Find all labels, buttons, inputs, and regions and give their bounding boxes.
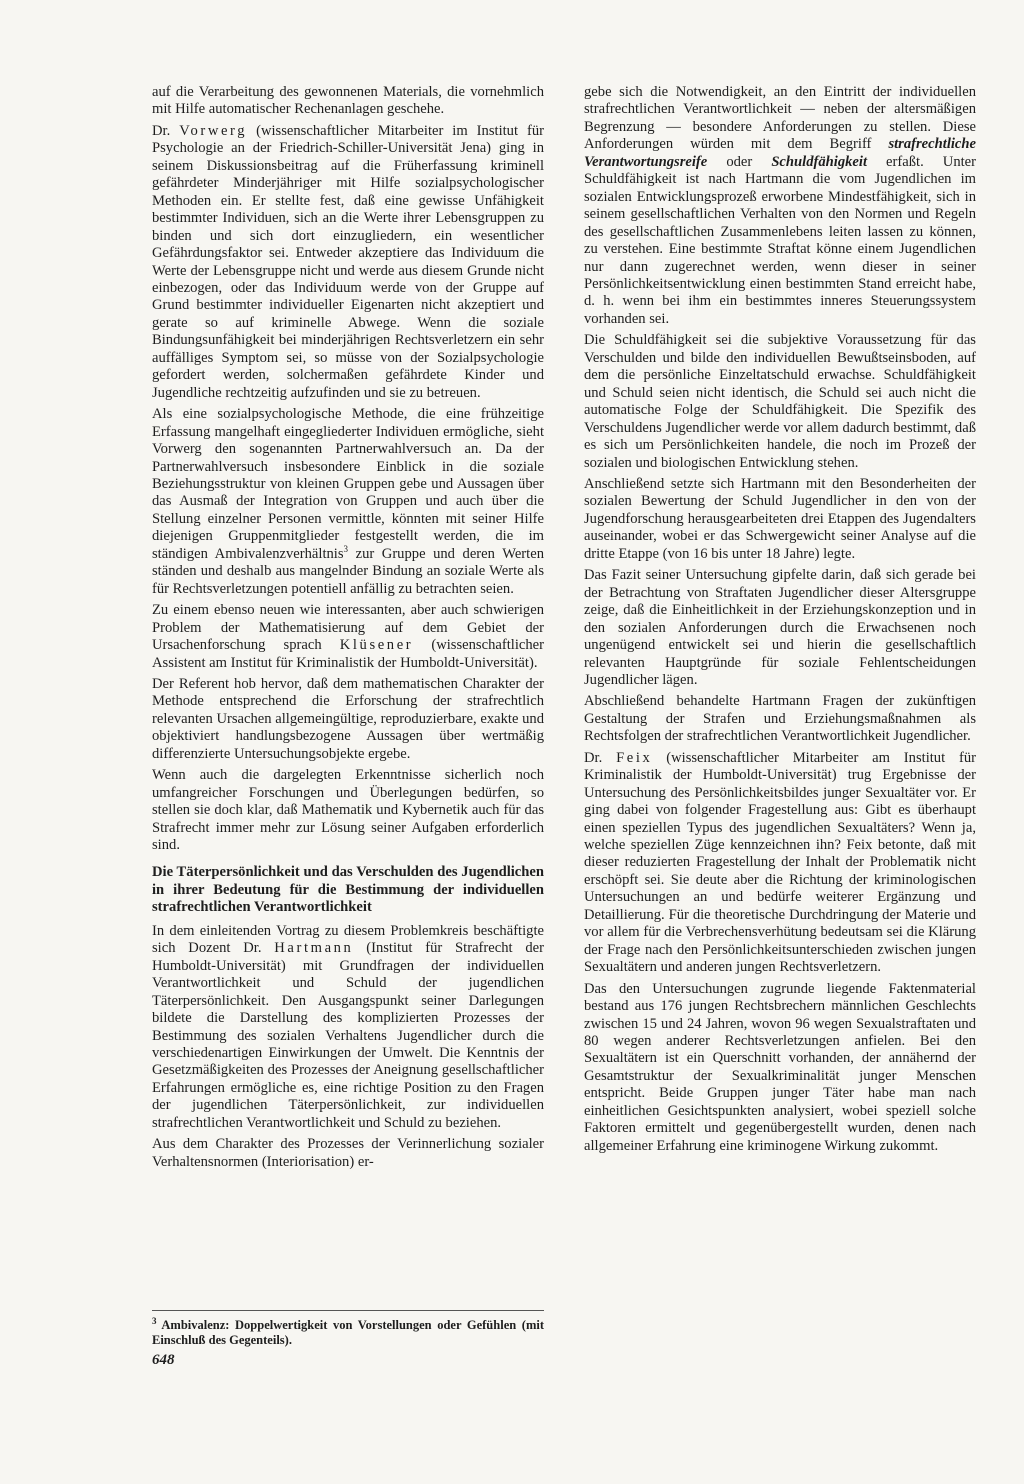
paragraph: Der Referent hob hervor, daß dem mathematischen Charakter der Methode entsprechend die Erforschung der strafrechtlich relevanten Ursachen allgemeingültige, reproduzierbare, exakte und objektiviert handlungsbezogene Aussagen über wertmäßig differenzierte Untersuchungsobjekte ergebe. [152, 675, 544, 762]
paragraph: In dem einleitenden Vortrag zu diesem Problemkreis beschäftigte sich Dozent Dr. Hartmann (Institut für Strafrecht der Humboldt-Universität) mit Grundfragen der individuellen Verantwortlichkeit und Schuld der jugendlichen Täterpersönlichkeit. Den Ausgangspunkt seiner Darlegungen bildete die Darstellung des komplizierten Prozesses der Bestimmung des sozialen Verhaltens Jugendlicher durch die verschiedenartigen Einwirkungen der Umwelt. Die Kenntnis der Gesetzmäßigkeiten des Prozesses der Aneignung gesellschaftlicher Erfahrungen ermögliche es, eine richtige Position zu den Fragen der jugendlichen Täterpersönlichkeit, zur individuellen strafrechtlichen Verantwortlichkeit und Schuld zu beziehen. [152, 922, 544, 1131]
right-column [584, 84, 976, 1159]
speaker-name: Hartmann [274, 940, 354, 957]
paragraph: Das Fazit seiner Untersuchung gipfelte darin, daß sich gerade bei der Betrachtung von Straftaten Jugendlicher dieser Altersgruppe zeige, daß die Einheitlichkeit in der Erziehungskonzeption und in den sozialen Anforderungen durch die Erwachsenen noch ungenügend entwickelt sei und hierin die gesellschaftlich relevanten Hauptgründe für soziale Fehlentscheidungen Jugendlicher lägen. [584, 567, 976, 688]
emphasized-term: Schuldfähigkeit [771, 153, 867, 170]
paragraph: Anschließend setzte sich Hartmann mit den Besonderheiten der sozialen Bewertung der Schuld Jugendlicher in den von der Jugendforschung herausgearbeiteten drei Etappen des Jugendalters auseinander, wobei er das Schwergewicht seiner Analyse auf die dritte Etappe (von 16 bis unter 18 Jahre) legte. [584, 475, 976, 562]
paragraph: Dr. Feix (wissenschaftlicher Mitarbeiter am Institut für Kriminalistik der Humboldt-Universität) trug Ergebnisse der Untersuchung des Persönlichkeitsbildes junger Sexualtäter vor. Er ging dabei von folgender Fragestellung aus: Gibt es überhaupt einen speziellen Typus des jugendlichen Sexualtäters? Wenn ja, welche speziellen Züge kennzeichnen ihn? Feix betonte, daß mit dieser reduzierten Fragestellung der Inhalt der Problematik nicht erschöpft sei. Sie deute aber die Richtung der kriminologischen Untersuchungen an und bedürfe weiterer Ergänzung und Detaillierung. Für die theoretische Durchdringung der Materie und vor allem für die Verbrechensverhütung bedeutsam sei die Klärung der Frage nach den Persönlichkeitsunterschieden zwischen jungen Sexualtätern und anderen jungen Rechtsverletzern. [584, 749, 976, 976]
left-column [152, 84, 544, 1175]
paragraph: Das den Untersuchungen zugrunde liegende Faktenmaterial bestand aus 176 jungen Rechtsbrechern männlichen Geschlechts zwischen 15 und 24 Jahren, wovon 96 wegen Sexualstraftaten und 80 wegen anderer Rechtsverletzungen anfielen. Bei den Sexualtätern ist ein Querschnitt vorhanden, der annähernd der Gesamtstruktur der Sexualkriminalität junger Menschen entspricht. Beide Gruppen junger Täter habe man nach einheitlichen Gesichtspunkten analysiert, wobei speziell solche Faktoren ermittelt und gegenübergestellt wurden, denen nach allgemeiner Erfahrung eine kriminogene Wirkung zukommt. [584, 980, 976, 1154]
paragraph: Die Schuldfähigkeit sei die subjektive Voraussetzung für das Verschulden und bilde den individuellen Bewußtseinsboden, auf dem die persönliche Einzeltatschuld erwachse. Schuldfähigkeit und Schuld seien nicht identisch, die Schuld sei auch nicht die automatische Folge der Schuldfähigkeit. Die Spezifik des Verschuldens Jugendlicher werde vor allem dadurch bestimmt, daß es sich um Persönlichkeiten handele, die noch im Prozeß der sozialen und biologischen Entwicklung stehen. [584, 332, 976, 471]
footnote-text: Ambivalenz: Doppelwertigkeit von Vorstellungen oder Gefühlen (mit Einschluß des Gegenteils). [152, 1318, 544, 1348]
footnote [152, 1310, 544, 1348]
paragraph: Als eine sozialpsychologische Methode, die eine frühzeitige Erfassung mangelhaft eingegliederter Individuen ermögliche, sieht Vorwerg den sogenannten Partnerwahlversuch an. Da der Partnerwahlversuch insbesondere Einblick in die soziale Beziehungsstruktur von kleinen Gruppen gebe und Aussagen über das Ausmaß der Integration von Gruppen und auch über die Stellung einzelner Personen vermittle, könnten mit seiner Hilfe diejenigen Gruppenmitglieder festgestellt werden, die im ständigen Ambivalenzverhältnis$^3$ zur Gruppe und deren Werten ständen und deshalb aus mangelnder Bindung an soziale Werte als für Rechtsverletzungen potentiell anfällig zu betrachten seien. [152, 406, 544, 597]
speaker-name: Vorwerg [179, 122, 248, 139]
paragraph: Dr. Vorwerg (wissenschaftlicher Mitarbeiter im Institut für Psychologie an der Friedrich-Schiller-Universität Jena) ging in seinem Diskussionsbeitrag auf die Früherfassung kriminell gefährdeter Minderjähriger mit Hilfe sozialpsychologischer Methoden ein. Er stellte fest, daß eine gewisse Unfähigkeit bestimmter Individuen, sich an die Werte ihrer Lebensgruppen zu binden und sich dort einzugliedern, ein wesentlicher Gefährdungsfaktor sei. Entweder akzeptiere das Individuum die Werte der Lebensgruppe nicht und werde aus diesem Grunde nicht einbezogen, oder das Individuum werde von der Gruppe auf Grund bestimmter individueller Eigenarten nicht akzeptiert und gerate so auf kriminelle Abwege. Wenn die soziale Bindungsunfähigkeit bei minderjährigen Rechtsverletzern ein sehr auffälliges Symptom sei, so müsse von der Sozialpsychologie gefordert werden, solchermaßen gefährdete Kinder und Jugendliche rechtzeitig aufzufinden und sie zu betreuen. [152, 122, 545, 401]
section-heading: Die Täterpersönlichkeit und das Verschulden des Jugendlichen in ihrer Bedeutung für die Bestimmung der individuellen strafrechtlichen Verantwortlichkeit [152, 864, 544, 916]
paragraph: Wenn auch die dargelegten Erkenntnisse sicherlich noch umfangreicher Forschungen und Überlegungen bedürfen, so stellen sie doch klar, daß Mathematik und Kybernetik auch für das Strafrecht immer mehr zur Lösung seiner Aufgaben erforderlich sind. [152, 767, 544, 854]
speaker-name: Feix [616, 749, 653, 766]
paragraph: Zu einem ebenso neuen wie interessanten, aber auch schwierigen Problem der Mathematisierung auf dem Gebiet der Ursachenforschung sprach Klüsener (wissenschaftlicher Assistent am Institut für Kriminalistik der Humboldt-Universität). [152, 602, 544, 671]
paragraph: gebe sich die Notwendigkeit, an den Eintritt der individuellen strafrechtlichen Verantwortlichkeit — neben der altersmäßigen Begrenzung — besondere Anforderungen zu stellen. Diese Anforderungen würden mit dem Begriff strafrechtliche Verantwortungsreife oder Schuldfähigkeit erfaßt. Unter Schuldfähigkeit ist nach Hartmann die vom Jugendlichen im sozialen Entwicklungsprozeß erworbene Mindestfähigkeit, sich in seinem gesellschaftlichen Verhalten von den Normen und Regeln des gesellschaftlichen Zusammenlebens leiten lassen zu können, zu verstehen. Eine bestimmte Straftat könne einem Jugendlichen nur dann zugerechnet werden, wenn dieser in seiner Persönlichkeitsentwicklung einen bestimmten Stand erreicht habe, d. h. wenn bei ihm ein bestimmtes inneres Steuerungssystem vorhanden sei. [584, 84, 977, 327]
paragraph: Abschließend behandelte Hartmann Fragen der zukünftigen Gestaltung der Strafen und Erziehungsmaßnahmen als Rechtsfolgen der strafrechtlichen Verantwortlichkeit Jugendlicher. [584, 693, 976, 745]
emphasized-term: strafrechtliche Verantwortungsreife [584, 136, 976, 170]
page-number: 648 [152, 1352, 175, 1368]
paragraph: Aus dem Charakter des Prozesses der Verinnerlichung sozialer Verhaltensnormen (Interiorisation) er- [152, 1136, 544, 1170]
footnote-marker: 3 [343, 543, 349, 554]
speaker-name: Klüsener [339, 637, 414, 654]
footnote-mark: 3 [152, 1316, 157, 1326]
paragraph: auf die Verarbeitung des gewonnenen Materials, die vornehmlich mit Hilfe automatischer Rechenanlagen geschehe. [152, 84, 544, 118]
